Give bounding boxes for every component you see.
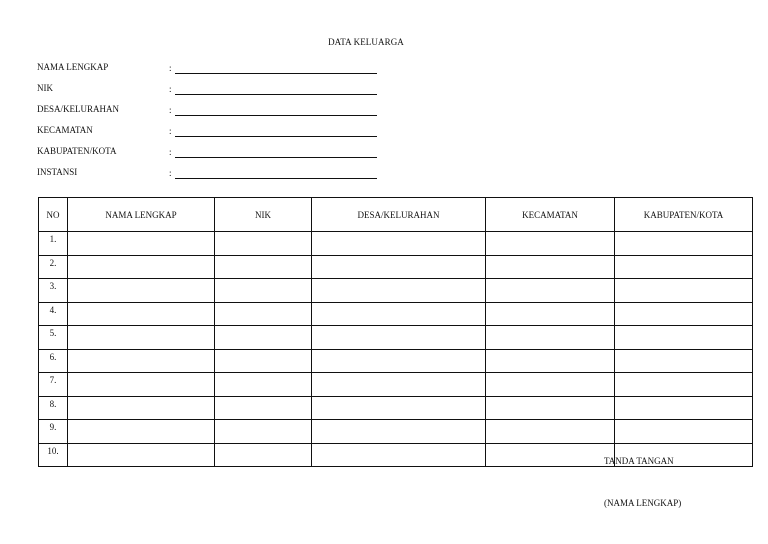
row-number: 7. [39,373,68,397]
table-row [39,232,753,256]
cell-kabupaten-kota[interactable] [615,373,753,397]
cell-nik[interactable] [215,420,312,444]
cell-nama-lengkap[interactable] [68,420,215,444]
cell-kecamatan[interactable] [486,326,615,350]
column-header-nik: NIK [215,198,312,232]
table-row [39,396,753,420]
row-number: 1. [39,232,68,256]
cell-nama-lengkap[interactable] [68,255,215,279]
cell-kecamatan[interactable] [486,420,615,444]
cell-desa-kelurahan[interactable] [312,326,486,350]
cell-kecamatan[interactable] [486,302,615,326]
field-input-line[interactable] [175,178,377,179]
cell-kecamatan[interactable] [486,349,615,373]
column-header-kabupaten-kota: KABUPATEN/KOTA [615,198,753,232]
table-row [39,373,753,397]
cell-kecamatan[interactable] [486,255,615,279]
field-desa-kelurahan [37,104,382,118]
row-number: 10. [39,443,68,467]
field-input-line[interactable] [175,157,377,158]
field-label: KECAMATAN [37,125,93,135]
cell-kabupaten-kota[interactable] [615,255,753,279]
cell-kecamatan[interactable] [486,232,615,256]
cell-kabupaten-kota[interactable] [615,396,753,420]
cell-kecamatan[interactable] [486,279,615,303]
row-number: 5. [39,326,68,350]
cell-kabupaten-kota[interactable] [615,420,753,444]
column-header-nama-lengkap: NAMA LENGKAP [68,198,215,232]
cell-desa-kelurahan[interactable] [312,373,486,397]
cell-nama-lengkap[interactable] [68,302,215,326]
cell-desa-kelurahan[interactable] [312,255,486,279]
cell-desa-kelurahan[interactable] [312,232,486,256]
field-separator: : [169,84,172,94]
cell-desa-kelurahan[interactable] [312,349,486,373]
field-input-line[interactable] [175,73,377,74]
field-input-line[interactable] [175,136,377,137]
field-separator: : [169,63,172,73]
cell-nik[interactable] [215,279,312,303]
cell-nama-lengkap[interactable] [68,373,215,397]
cell-kabupaten-kota[interactable] [615,349,753,373]
cell-kecamatan[interactable] [486,373,615,397]
field-label: NIK [37,83,53,93]
cell-nik[interactable] [215,373,312,397]
field-label: KABUPATEN/KOTA [37,146,117,156]
cell-desa-kelurahan[interactable] [312,396,486,420]
table-row [39,420,753,444]
table-row [39,349,753,373]
cell-kabupaten-kota[interactable] [615,302,753,326]
cell-nik[interactable] [215,443,312,467]
cell-kecamatan[interactable] [486,443,615,467]
cell-desa-kelurahan[interactable] [312,302,486,326]
field-label: DESA/KELURAHAN [37,104,119,114]
column-header-no: NO [39,198,68,232]
row-number: 2. [39,255,68,279]
signature-name-placeholder: (NAMA LENGKAP) [604,498,682,508]
cell-nama-lengkap[interactable] [68,232,215,256]
cell-nik[interactable] [215,326,312,350]
cell-kabupaten-kota[interactable] [615,232,753,256]
field-separator: : [169,105,172,115]
cell-nama-lengkap[interactable] [68,443,215,467]
field-instansi [37,167,382,181]
cell-nama-lengkap[interactable] [68,396,215,420]
cell-desa-kelurahan[interactable] [312,420,486,444]
table-header-row [39,198,753,232]
cell-desa-kelurahan[interactable] [312,443,486,467]
cell-kecamatan[interactable] [486,396,615,420]
cell-nik[interactable] [215,255,312,279]
field-kecamatan [37,125,382,139]
cell-nik[interactable] [215,396,312,420]
row-number: 6. [39,349,68,373]
family-data-table [38,197,753,467]
table-row [39,255,753,279]
table-row [39,279,753,303]
field-separator: : [169,126,172,136]
cell-nik[interactable] [215,302,312,326]
cell-nik[interactable] [215,349,312,373]
field-label: NAMA LENGKAP [37,62,109,72]
field-nama-lengkap [37,62,382,76]
cell-desa-kelurahan[interactable] [312,279,486,303]
cell-nik[interactable] [215,232,312,256]
table-row [39,302,753,326]
row-number: 8. [39,396,68,420]
column-header-desa-kelurahan: DESA/KELURAHAN [312,198,486,232]
table-row [39,326,753,350]
column-header-kecamatan: KECAMATAN [486,198,615,232]
field-nik [37,83,382,97]
row-number: 4. [39,302,68,326]
cell-nama-lengkap[interactable] [68,349,215,373]
cell-nama-lengkap[interactable] [68,326,215,350]
row-number: 9. [39,420,68,444]
cell-nama-lengkap[interactable] [68,279,215,303]
row-number: 3. [39,279,68,303]
field-separator: : [169,168,172,178]
field-kabupaten-kota [37,146,382,160]
field-input-line[interactable] [175,115,377,116]
field-separator: : [169,147,172,157]
signature-title: TANDA TANGAN [604,456,674,466]
document-title: DATA KELUARGA [328,37,404,47]
field-label: INSTANSI [37,167,78,177]
field-input-line[interactable] [175,94,377,95]
cell-kabupaten-kota[interactable] [615,279,753,303]
cell-kabupaten-kota[interactable] [615,326,753,350]
